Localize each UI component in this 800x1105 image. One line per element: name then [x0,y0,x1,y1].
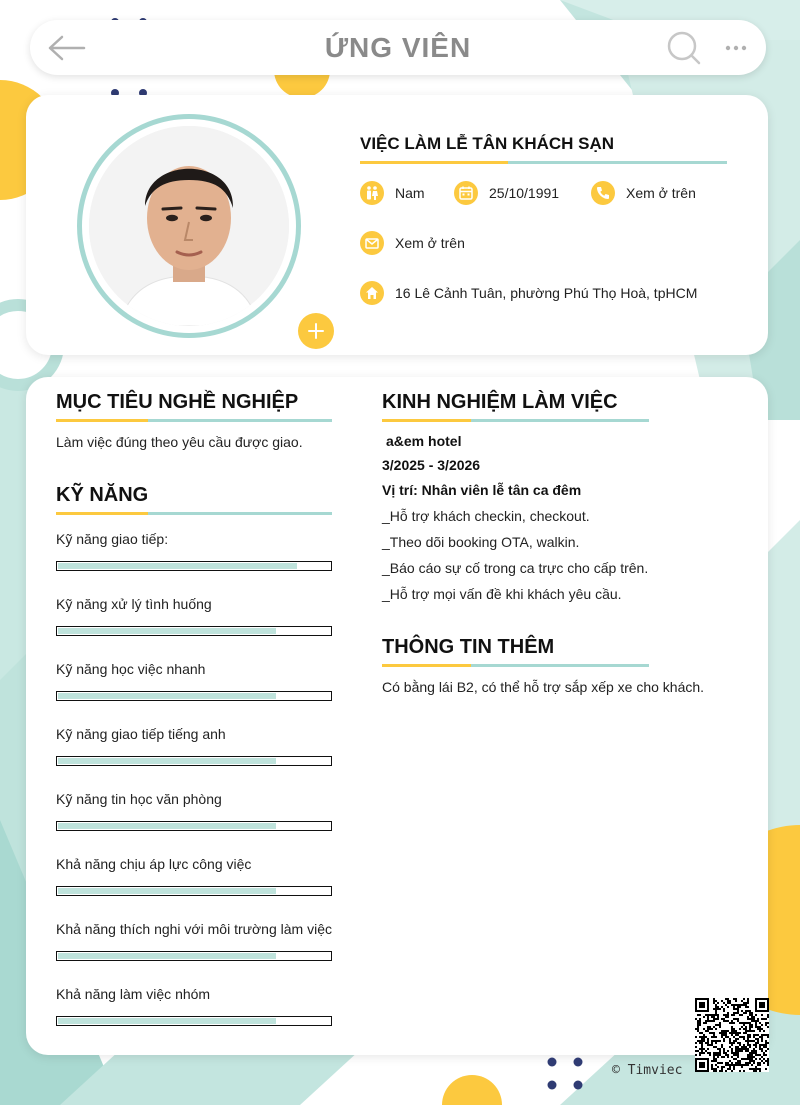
address-value: 16 Lê Cảnh Tuân, phường Phú Thọ Hoà, tpHCM [395,285,698,301]
job-title: VIỆC LÀM LỄ TÂN KHÁCH SẠN [360,134,615,153]
gender-item [360,181,425,205]
experience-position: Vị trí: Nhân viên lễ tân ca đêm [382,482,582,498]
skill-bar [56,1016,332,1026]
objective-underline [56,419,332,422]
decorative-dots [546,1056,586,1092]
gender-icon [360,181,384,205]
experience-title: KINH NGHIỆM LÀM VIỆC [382,391,618,413]
skill-bar [56,821,332,831]
skill-bar [56,951,332,961]
skill-bar [56,626,332,636]
skill-label: Khả năng làm việc nhóm [56,986,211,1002]
copyright-text: © Timviec [612,1063,683,1078]
more-icon[interactable] [724,38,748,58]
email-value: Xem ở trên [395,235,465,251]
search-icon[interactable] [666,30,702,66]
skill-bar-fill [58,693,276,699]
gender-value: Nam [395,185,425,201]
birthday-value: 25/10/1991 [489,185,560,201]
job-title-underline [360,161,727,164]
skills-title: KỸ NĂNG [56,484,149,506]
phone-icon [591,181,615,205]
skill-bar-fill [58,758,276,764]
avatar-frame [77,114,301,338]
additional-text: Có bằng lái B2, có thể hỗ trợ sắp xếp xe cho khách. [382,679,705,695]
email-icon [360,231,384,255]
skill-bar [56,561,332,571]
skill-bar-fill [58,1018,276,1024]
skill-label: Khả năng chịu áp lực công việc [56,856,252,872]
skill-label: Kỹ năng xử lý tình huống [56,596,212,612]
objective-text: Làm việc đúng theo yêu cầu được giao. [56,434,303,450]
experience-underline [382,419,649,422]
skill-bar-fill [58,823,276,829]
experience-company: a&em hotel [386,433,462,449]
skill-label: Kỹ năng giao tiếp tiếng anh [56,726,226,742]
skill-label: Kỹ năng tin học văn phòng [56,791,222,807]
birthday-item [454,181,559,205]
address-item [360,281,697,305]
skills-underline [56,512,332,515]
calendar-icon [454,181,478,205]
add-photo-button[interactable] [298,313,334,349]
phone-item [591,181,696,205]
skill-bar [56,756,332,766]
skill-bar [56,691,332,701]
experience-duty: _Hỗ trợ mọi vấn đề khi khách yêu cầu. [382,586,622,602]
main-card [26,377,768,1055]
objective-title: MỤC TIÊU NGHỀ NGHIỆP [56,391,299,413]
avatar [89,126,289,326]
skill-bar-fill [58,888,276,894]
experience-duty: _Hỗ trợ khách checkin, checkout. [382,508,590,524]
profile-card [26,95,768,355]
top-bar [30,20,766,75]
skill-label: Kỹ năng giao tiếp: [56,531,169,547]
skill-label: Khả năng thích nghi với môi trường làm việc [56,921,332,937]
plus-icon [306,321,326,341]
page-title: ỨNG VIÊN [324,32,472,63]
additional-title: THÔNG TIN THÊM [382,636,555,658]
skill-label: Kỹ năng học việc nhanh [56,661,206,677]
email-item [360,231,465,255]
experience-duty: _Theo dõi booking OTA, walkin. [382,534,580,550]
skill-bar-fill [58,563,297,569]
additional-underline [382,664,649,667]
phone-value: Xem ở trên [626,185,696,201]
skill-bar [56,886,332,896]
qr-code[interactable] [695,998,769,1072]
home-icon [360,281,384,305]
experience-period: 3/2025 - 3/2026 [382,457,481,473]
experience-duty: _Báo cáo sự cố trong ca trực cho cấp trên. [382,560,649,576]
skill-bar-fill [58,953,276,959]
skill-bar-fill [58,628,276,634]
